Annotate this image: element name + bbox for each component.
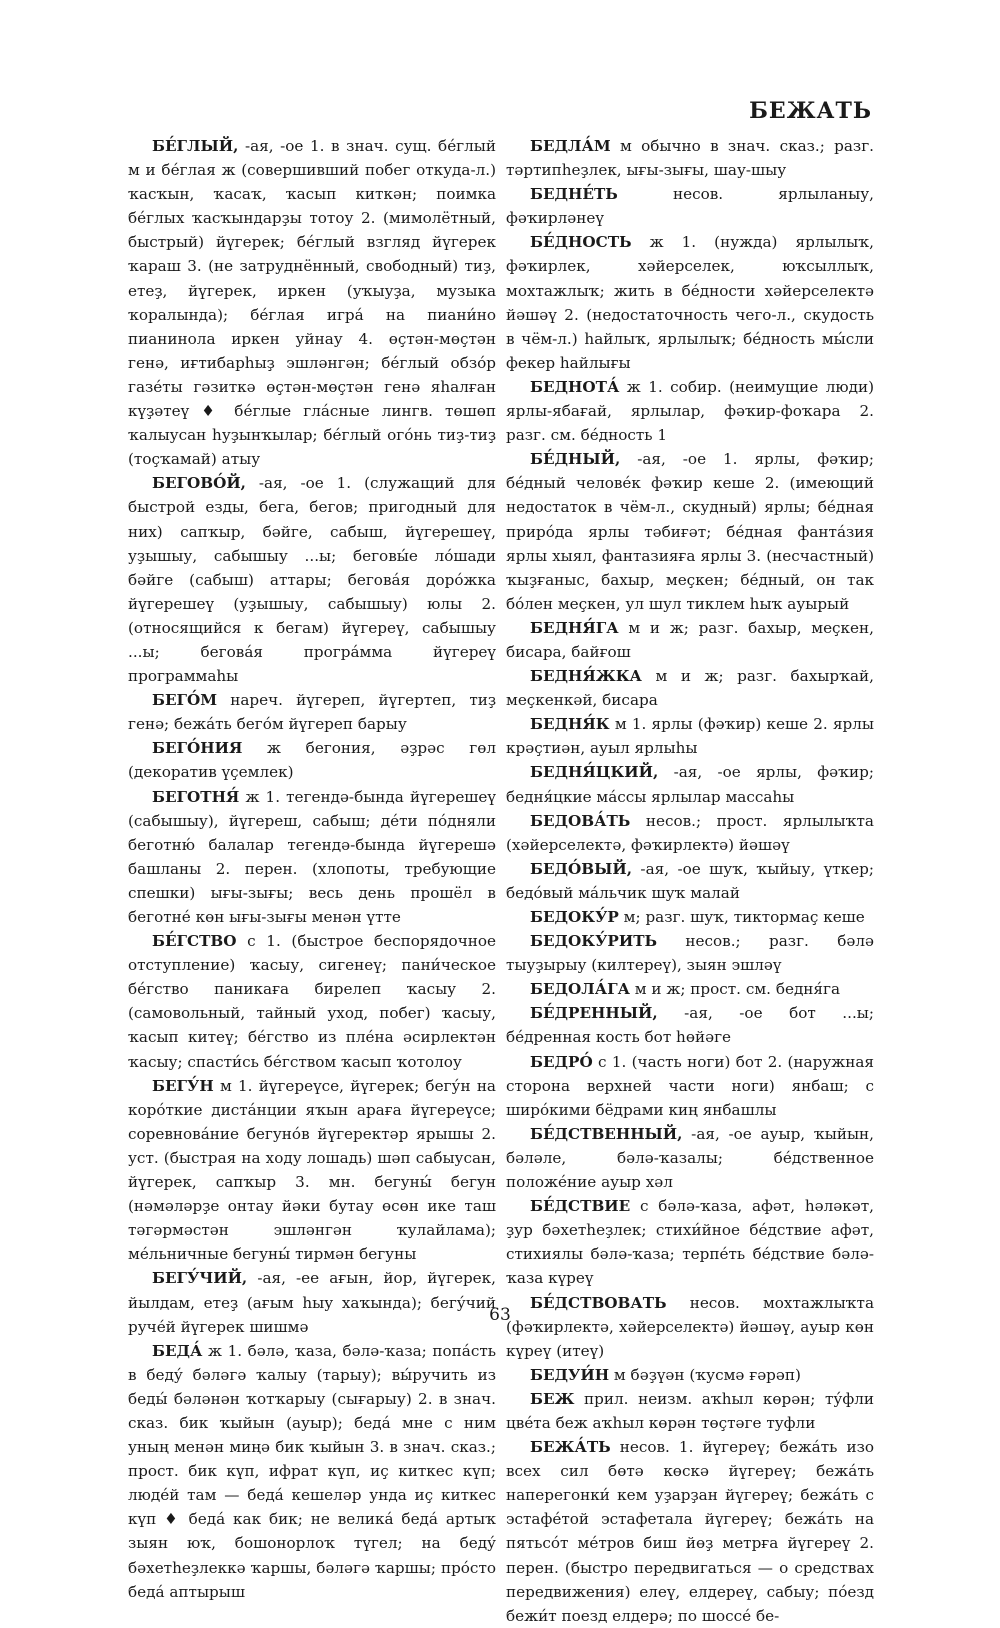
dictionary-entry (506, 1122, 874, 1194)
entry-text: м 1. йүгереүсе, йүгерек; бегу́н на коро́ткие диста́нции яҡын араға йүгереүсе; соревнова́ние бегуно́в йүгеректәр ярышы 2. уст. (быстрая на ходу лошадь) шәп сабыусан, йүгерек, сапҡыр 3. мн. бегуны́ бегун (нәмәләрҙе онтау йәки бутау өсөн ике таш тәгәрмәстән эшләнгән ҡулайлама); ме́льничные бегуны́ тирмән бегуны (128, 1076, 496, 1264)
dictionary-entry (506, 1435, 874, 1628)
entry-headword: БЕДНЯ́ГА (530, 618, 619, 637)
entry-headword: БЕ́ДСТВЕННЫЙ, (530, 1124, 683, 1143)
entry-headword: БЕДОВА́ТЬ (530, 811, 631, 830)
dictionary-entry (128, 1074, 496, 1267)
entry-headword: БЕ́ДРЕННЫЙ, (530, 1004, 658, 1023)
dictionary-entry (506, 1363, 874, 1387)
entry-text: -ая, -ое ауыр, ҡыйын, бәләле, бәлә-ҡазалы; бе́дственное положе́ние ауыр хәл (506, 1124, 874, 1192)
running-head: БЕЖАТЬ (749, 98, 872, 124)
dictionary-entry (506, 977, 874, 1001)
entry-text: -ая, -ое 1. (служащий для быстрой езды, бега, бегов; пригодный для них) сапҡыр, бәйге, сабыш, йүгерешеү, уҙышыу, сабышыу ...ы; беговы́е ло́шади бәйге (сабыш) аттары; бегова́я доро́жка йүгерешеү (уҙышыу, сабышыу) юлы 2. (относящийся к бегам) йүгереү, сабышыу ...ы; бегова́я програ́мма йүгереү программаһы (128, 474, 496, 686)
dictionary-entry (506, 1001, 874, 1049)
entry-headword: БЕДНЯ́К (530, 715, 610, 734)
entry-text: несов.; прост. ярлылыҡта (хәйерселектә, фәҡирлектә) йәшәү (506, 811, 874, 854)
entry-headword: БЕ́ГСТВО (152, 932, 237, 951)
page-number: 63 (489, 1305, 511, 1325)
entry-headword: БЕЖА́ТЬ (530, 1438, 611, 1457)
entry-text: м обычно в знач. сказ.; разг. тәртипһеҙлек, ығы-зығы, шау-шыу (506, 137, 874, 180)
entry-text: м и ж; прост. см. бедня́га (629, 980, 841, 999)
entry-text: несов.; разг. бәлә тыуҙырыу (килтереү), зыян эшләү (506, 932, 874, 975)
dictionary-entry (506, 1291, 874, 1363)
dictionary-entry (506, 616, 874, 664)
entry-headword: БЕДА́ (152, 1341, 203, 1360)
dictionary-entry (128, 1339, 496, 1604)
dictionary-entry (506, 712, 874, 760)
entry-headword: БЕГОТНЯ́ (152, 787, 240, 806)
dictionary-entry (506, 905, 874, 929)
dictionary-entry (506, 182, 874, 230)
entry-headword: БЕДНЯ́ЖКА (530, 667, 642, 686)
entry-headword: БЕДНЯ́ЦКИЙ, (530, 763, 659, 782)
dictionary-entry (506, 1387, 874, 1435)
entry-headword: БЕДОЛА́ГА (530, 980, 630, 999)
entry-text: -ая, -ое бот ...ы; бе́дренная кость бот һөйәге (506, 1004, 874, 1047)
entry-text: м 1. ярлы (фәҡир) кеше 2. ярлы крәҫтиән, ауыл ярлыһы (506, 715, 874, 758)
entry-text: м бәҙүән (ҡусмә ғәрәп) (609, 1365, 801, 1384)
dictionary-entry (128, 1266, 496, 1338)
entry-text: ж 1. (нужда) ярлылыҡ, фәҡирлек, хәйерселек, юҡсыллыҡ, мохтажлыҡ; жить в бе́дности хәйерселектә йәшәү 2. (недостаточность чего-л., скудость в чём-л.) һайлыҡ, ярлылыҡ; бе́дность мы́сли фекер һайлығы (506, 233, 874, 372)
entry-text: несов. ярлыланыу, фәҡирләнеү (506, 185, 874, 228)
dictionary-entry (506, 809, 874, 857)
entry-headword: БЕ́ДСТВИЕ (530, 1197, 631, 1216)
entry-text: м; разг. шуҡ, тиктормаҫ кеше (618, 908, 865, 926)
entry-headword: БЕ́ДНЫЙ, (530, 450, 621, 469)
entry-text: -ая, -ое 1. в знач. сущ. бе́глый м и бе́глая ж (совершивший побег откуда-л.) ҡасҡын, ҡасаҡ, ҡасып киткән; поимка бе́глых ҡасҡындарҙы тотоу 2. (мимолётный, быстрый) йүгерек; бе́глый взгляд йүгерек ҡараш 3. (не затруднённый, свободный) тиҙ, етеҙ, йүгерек, иркен (уҡыуҙа, музыка ҡоралында); бе́глая игра́ на пиани́но пианинола иркен уйнау 4. өҫтән-мөҫтән генә, иғтибарһыҙ эшләнгән; бе́глый обзо́р газе́ты гәзиткә өҫтән-мөҫтән генә яһалған күҙәтеү ♦ бе́глые гла́сные лингв. төшөп ҡалыусан һуҙынҡылар; бе́глый ого́нь тиҙ-тиҙ (тоҫҡамай) атыу (128, 137, 496, 469)
entry-text: ж бегония, әҙрәс гөл (декоратив үҫемлек) (128, 739, 496, 782)
entry-text: нареч. йүгереп, йүгертеп, тиҙ генә; бежа́ть бего́м йүгереп барыу (128, 691, 496, 734)
dictionary-entry (506, 375, 874, 447)
entry-text: ж 1. бәлә, ҡаза, бәлә-ҡаза; попа́сть в беду́ бәләгә ҡалыу (тарыу); вы́ручить из беды́ бәләнән ҡотҡарыу (сығарыу) 2. в знач. сказ. бик ҡыйын (ауыр); беда́ мне с ним уның менән миңә бик ҡыйын 3. в знач. сказ.; прост. бик күп, ифрат күп, иҫ киткес күп; люде́й там — беда́ кешеләр унда иҫ киткес күп ♦ беда́ как бик; не велика́ беда́ артыҡ зыян юҡ, бошонорлоҡ түгел; на беду́ бәхетһеҙлеккә ҡаршы, бәләгә ҡаршы; про́сто беда́ аптырыш (128, 1341, 496, 1601)
entry-headword: БЕДУИ́Н (530, 1365, 610, 1384)
entry-text: несов. 1. йүгереү; бежа́ть изо всех сил бөтә көскә йүгереү; бежа́ть наперегонки́ кем уҙарҙан йүгереү; бежа́ть с эстафе́той эстафетала йүгереү; бежа́ть на пятьсо́т ме́тров биш йөҙ метрға йүгереү 2. перен. (быстро передвигаться — о средствах передвижения) елеү, елдереү, сабыу; по́езд бежи́т поезд елдерә; по шоссе́ бе- (506, 1438, 874, 1625)
right-column (506, 134, 874, 1628)
dictionary-entry (128, 688, 496, 736)
dictionary-entry (128, 785, 496, 930)
entry-headword: БЕДНОТА́ (530, 377, 620, 396)
entry-text: м и ж; разг. бахыр, меҫкен, бисара, байғош (506, 618, 874, 661)
entry-text: м и ж; разг. бахырҡай, меҫкенкәй, бисара (506, 667, 874, 710)
dictionary-entry (506, 929, 874, 977)
entry-headword: БЕГУ́ЧИЙ, (152, 1269, 248, 1288)
entry-text: ж 1. тегендә-бында йүгерешеү (сабышыу), йүгереш, сабыш; де́ти по́дняли беготню́ балалар тегендә-бында йүгерешә башланы 2. перен. (хлопоты, требующие спешки) ығы-зығы; весь день прошёл в беготне́ көн ығы-зығы менән үтте (128, 787, 496, 926)
entry-text: несов. мохтажлыҡта (фәҡирлектә, хәйерселектә) йәшәү, ауыр көн күреү (итеү) (506, 1293, 874, 1360)
entry-text: -ая, -ое ярлы, фәҡир; бедня́цкие ма́ссы ярлылар массаһы (506, 763, 874, 806)
entry-headword: БЕДНЕ́ТЬ (530, 185, 618, 204)
dictionary-entry (506, 857, 874, 905)
entry-text: с 1. (быстрое беспорядочное отступление) ҡасыу, сигенеү; пани́ческое бе́гство паникаға бирелеп ҡасыу 2. (самовольный, тайный уход, побег) ҡасыу, ҡасып китеү; бе́гство из пле́на әсирлектән ҡасыу; спасти́сь бе́гством ҡасып ҡотолоу (128, 932, 496, 1071)
entry-headword: БЕГУ́Н (152, 1076, 214, 1095)
entry-headword: БЕДЛА́М (530, 137, 611, 155)
entry-text: -ая, -ое 1. ярлы, фәҡир; бе́дный челове́к фәҡир кеше 2. (имеющий недостаток в чём-л., скудный) ярлы; бе́дная приро́да ярлы тәбиғәт; бе́дная фанта́зия ярлы хыял, фантазияға ярлы 3. (несчастный) ҡыҙғаныс, бахыр, меҫкен; бе́дный, он так бо́лен меҫкен, ул шул тиклем һыҡ ауырый (506, 450, 874, 613)
dictionary-entry (128, 736, 496, 784)
entry-headword: БЕ́ДНОСТЬ (530, 233, 632, 252)
entry-headword: БЕГОВО́Й, (152, 474, 246, 493)
dictionary-entry (506, 760, 874, 808)
dictionary-entry (506, 664, 874, 712)
entry-text: с 1. (часть ноги) бот 2. (наружная сторона верхней части ноги) янбаш; с широ́кими бёдрами киң янбашлы (506, 1052, 874, 1119)
dictionary-entry (506, 447, 874, 616)
dictionary-entry (128, 929, 496, 1074)
dictionary-entry (128, 134, 496, 471)
left-column (128, 134, 496, 1604)
entry-text: ж 1. собир. (неимущие люди) ярлы-ябағай, ярлылар, фәҡир-фоҡара 2. разг. см. бе́дность 1 (506, 377, 874, 445)
dictionary-entry (506, 230, 874, 375)
entry-headword: БЕДРО́ (530, 1052, 593, 1071)
entry-headword: БЕ́ГЛЫЙ, (152, 137, 239, 155)
dictionary-entry (506, 1050, 874, 1122)
entry-text: -ая, -ое шуҡ, ҡыйыу, үткер; бедо́вый ма́льчик шуҡ малай (506, 859, 874, 902)
dictionary-entry (506, 134, 874, 182)
entry-headword: БЕДОКУ́РИТЬ (530, 932, 658, 951)
dictionary-entry (128, 471, 496, 688)
entry-headword: БЕДО́ВЫЙ, (530, 859, 633, 878)
entry-headword: БЕ́ДСТВОВАТЬ (530, 1293, 667, 1312)
entry-text: с бәлә-ҡаза, афәт, һәләкәт, ҙур бәхетһеҙлек; стихи́йное бе́дствие афәт, стихиялы бәлә-ҡаза; терпе́ть бе́дствие бәлә-ҡаза күреү (506, 1197, 874, 1288)
entry-text: -ая, -ее ағын, йор, йүгерек, йылдам, етеҙ (ағым һыу хаҡында); бегу́чий руче́й йүгерек шишмә (128, 1269, 496, 1336)
entry-headword: БЕЖ (530, 1389, 575, 1408)
dictionary-entry (506, 1194, 874, 1290)
entry-headword: БЕДОКУ́Р (530, 908, 619, 926)
entry-text: прил. неизм. аҡһыл көрән; ту́фли цве́та беж аҡһыл көрән төҫтәге туфли (506, 1389, 874, 1432)
entry-headword: БЕГО́НИЯ (152, 739, 243, 758)
entry-headword: БЕГО́М (152, 691, 218, 710)
